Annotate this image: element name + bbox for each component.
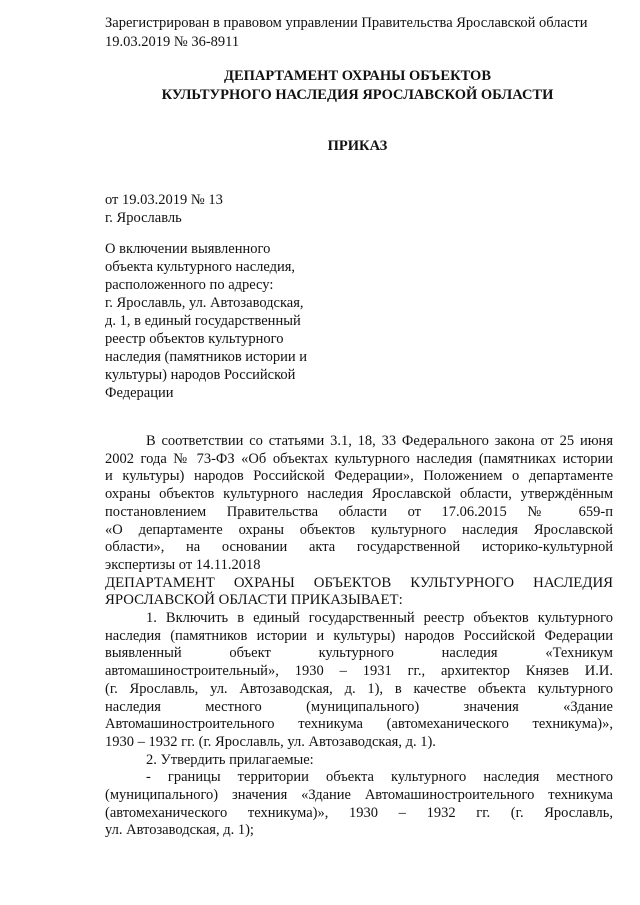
order-meta [105,191,223,227]
item-2-line: 2. Утвердить прилагаемые: [146,751,314,768]
item-1-line: (г. Ярославль, ул. Автозаводская, д. 1), в качестве объекта культурного [105,680,613,697]
item-1-line: Автомашиностроительного техникума (автомеханического техникума)», [105,716,613,733]
preamble-line: В соответствии со статьями 3.1, 18, 33 Федерального закона от 25 июня [146,433,613,449]
preamble-line: охраны объектов культурного наследия Ярославской области, утверждённым [105,486,613,503]
subject-line: культуры) народов Российской [105,367,296,383]
item-1-line: наследия местного (муниципального) значения «Здание [105,698,613,715]
preamble-line: «О департаменте охраны объектов культурного наследия Ярославской [105,521,613,538]
order-subject [105,240,345,402]
preamble-line: постановлением Правительства области от 17.06.2015 № 659-п [105,503,613,520]
preamble-line: экспертизы от 14.11.2018 [105,556,261,573]
orders-heading-line: ДЕПАРТАМЕНТ ОХРАНЫ ОБЪЕКТОВ КУЛЬТУРНОГО НАСЛЕДИЯ [105,574,613,591]
registration-line-1: Зарегистрирован в правовом управлении Правительства Ярославской области [105,15,588,31]
subject-line: реестр объектов культурного [105,331,284,347]
subject-line: наследия (памятников истории и [105,349,308,365]
department-header [105,67,610,105]
subject-line: объекта культурного наследия, [105,259,296,275]
item-1-line: наследия (памятников истории и культуры) народов Российской Федерации [105,627,613,644]
order-date-number: от 19.03.2019 № 13 [105,192,223,208]
item-1-line: 1930 – 1932 гг. (г. Ярославль, ул. Автозаводская, д. 1). [105,733,436,750]
document-title: ПРИКАЗ [327,138,388,154]
department-line-1: ДЕПАРТАМЕНТ ОХРАНЫ ОБЪЕКТОВ [223,68,492,84]
department-line-2: КУЛЬТУРНОГО НАСЛЕДИЯ ЯРОСЛАВСКОЙ ОБЛАСТИ [161,87,554,103]
preamble-line: 2002 года № 73-ФЗ «Об объектах культурного наследия (памятниках истории [105,450,613,467]
subject-line: д. 1, в единый государственный [105,313,301,329]
orders-heading-line: ЯРОСЛАВСКОЙ ОБЛАСТИ ПРИКАЗЫВАЕТ: [105,592,403,609]
subject-line: О включении выявленного [105,241,271,257]
item-2-line: - границы территории объекта культурного наследия местного [146,769,613,786]
item-2-line: (муниципального) значения «Здание Автомашиностроительного техникума [105,787,613,804]
order-body [105,433,613,840]
item-1-line: выявленный объект культурного наследия «Техникум [105,645,613,662]
subject-line: расположенного по адресу: [105,277,274,293]
item-2-line: (автомеханического техникума)», 1930 – 1932 гг. (г. Ярославль, [105,804,613,821]
preamble-line: области», на основании акта государственной историко-культурной [105,539,613,556]
item-2-line: ул. Автозаводская, д. 1); [105,822,254,839]
registration-line-2: 19.03.2019 № 36-8911 [105,34,240,50]
registration-note [105,14,625,52]
subject-line: Федерации [105,385,174,401]
item-1-line: автомашиностроительный», 1930 – 1931 гг., архитектор Князев И.И. [105,663,613,680]
order-city: г. Ярославль [105,210,182,226]
item-1-line: 1. Включить в единый государственный реестр объектов культурного [146,610,613,627]
subject-line: г. Ярославль, ул. Автозаводская, [105,295,304,311]
preamble-line: и культуры) народов Российской Федерации», Положением о департаменте [105,468,613,485]
